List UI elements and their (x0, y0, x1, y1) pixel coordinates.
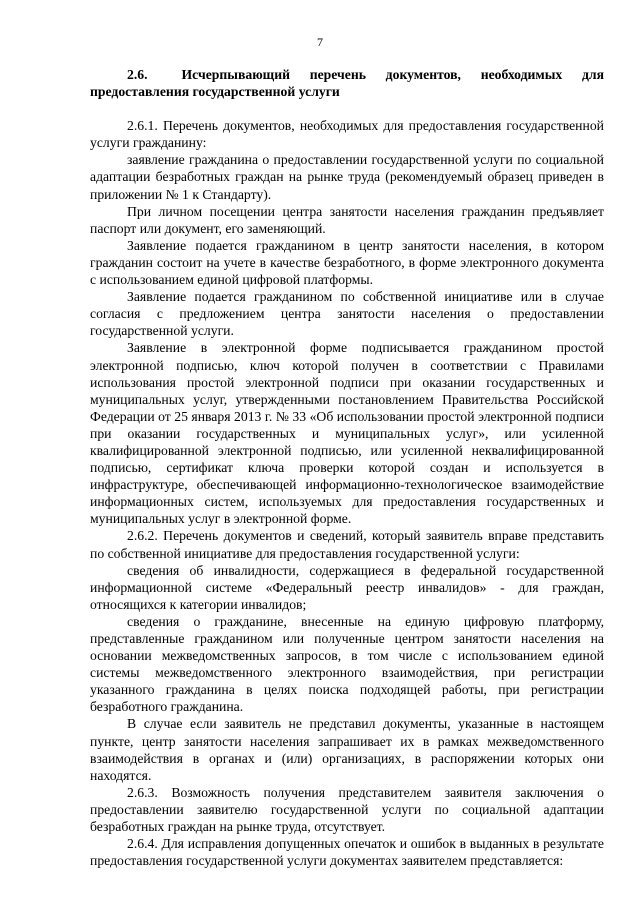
paragraph: сведения о гражданине, внесенные на единую цифровую платформу, представленные гражданином или полученные центром занятости населения на основании межведомственных запросов, в том числе с использованием единой системы межведомственного электронного взаимодействия, при регистрации указанного гражданина в целях поиска подходящей работы, при регистрации безработного гражданина. (90, 613, 604, 715)
paragraph: 2.6.1. Перечень документов, необходимых для предоставления государственной услуги гражданину: (90, 118, 604, 151)
paragraph: Заявление подается гражданином по собственной инициативе или в случае согласия с предложением центра занятости населения о предоставлении государственной услуги. (90, 289, 604, 339)
section-heading-text: Исчерпывающий перечень документов, необходимых для предоставления государственной услуги (90, 67, 604, 100)
paragraph: При личном посещении центра занятости населения гражданин предъявляет паспорт или документ, его заменяющий. (90, 203, 604, 236)
section-heading-number: 2.6. (127, 67, 148, 82)
document-body (90, 66, 604, 869)
paragraph: Заявление в электронной форме подписывается гражданином простой электронной подписью, ключ которой получен в соответствии с Правилами использования простой электронной подписи при оказании государственных и муниципальных услуг, утвержденными постановлением Правительства Российской Федерации от 25 января 2013 г. № 33 «Об использовании простой электронной подписи при оказании государственных и муниципальных услуг», или усиленной квалифицированной электронной подписью, или усиленной неквалифицированной подписью, сертификат ключа проверки которой создан и используется в инфраструктуре, обеспечивающей информационно-технологическое взаимодействие информационных систем, используемых для предоставления государственных и муниципальных услуг в электронной форме. (90, 340, 604, 527)
paragraph: сведения об инвалидности, содержащиеся в федеральной государственной информационной системе «Федеральный реестр инвалидов» - для граждан, относящихся к категории инвалидов; (90, 562, 604, 612)
page-number: 7 (317, 35, 323, 49)
paragraph: 2.6.4. Для исправления допущенных опечаток и ошибок в выданных в результате предоставления государственной услуги документах заявителем представляется: (90, 836, 604, 869)
paragraph: В случае если заявитель не представил документы, указанные в настоящем пункте, центр занятости населения запрашивает их в рамках межведомственного взаимодействия в органах и (или) организациях, в распоряжении которых они находятся. (90, 716, 604, 783)
paragraph: 2.6.2. Перечень документов и сведений, который заявитель вправе представить по собственной инициативе для предоставления государственной услуги: (90, 528, 604, 561)
paragraph: 2.6.3. Возможность получения представителем заявителя заключения о предоставлении заявителю государственной услуги по социальной адаптации безработных граждан на рынке труда, отсутствует. (90, 784, 604, 835)
paragraph: заявление гражданина о предоставлении государственной услуги по социальной адаптации безработных граждан на рынке труда (рекомендуемый образец приведен в приложении № 1 к Стандарту). (90, 152, 604, 202)
paragraph: Заявление подается гражданином в центр занятости населения, в котором гражданин состоит на учете в качестве безработного, в форме электронного документа с использованием единой цифровой платформы. (90, 237, 604, 288)
section-heading (90, 66, 604, 100)
spacer (90, 100, 604, 117)
